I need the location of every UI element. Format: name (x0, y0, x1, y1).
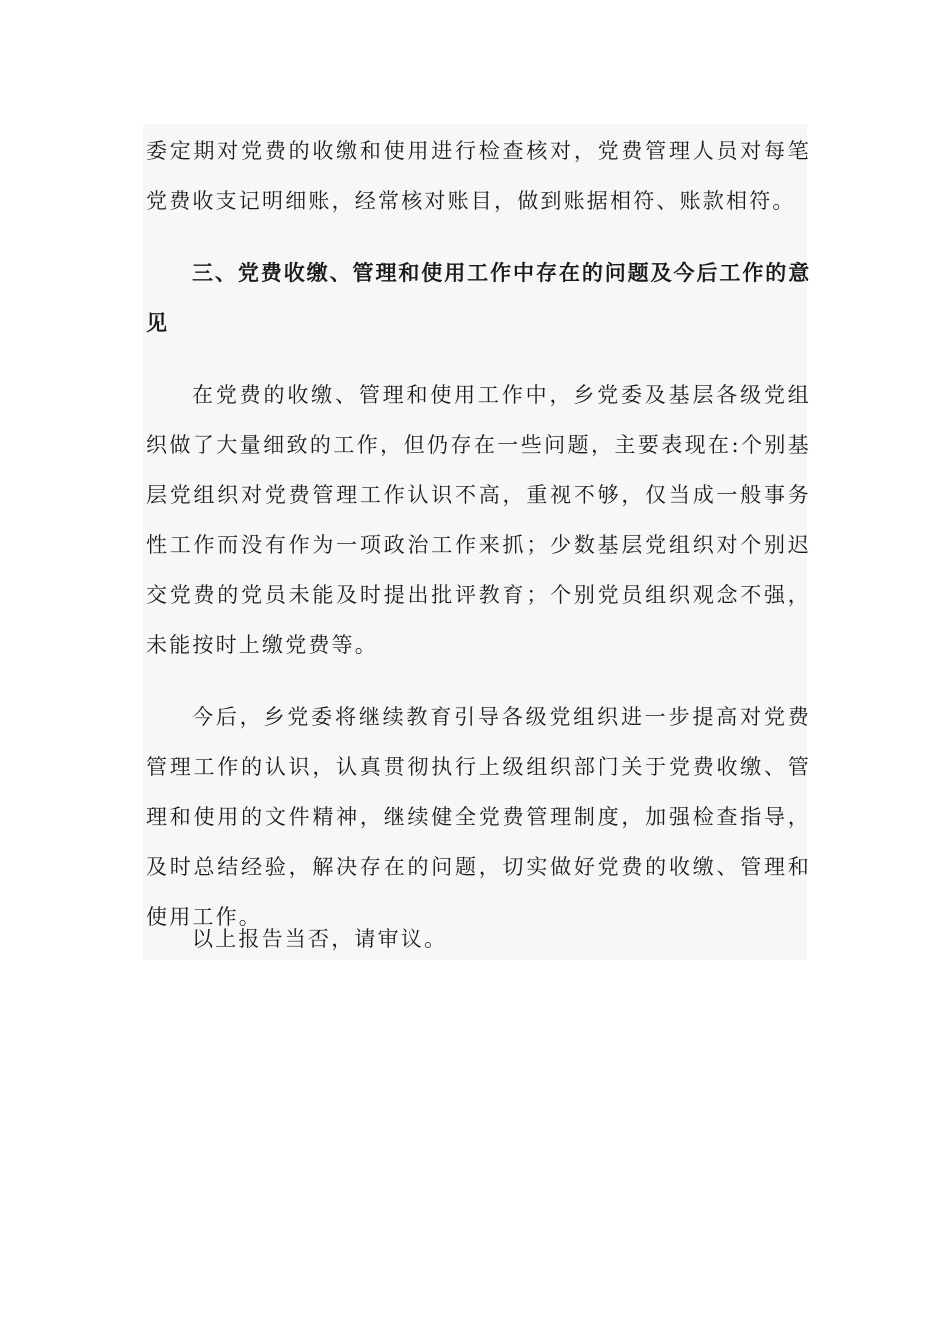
paragraph-problems: 在党费的收缴、管理和使用工作中，乡党委及基层各级党组织做了大量细致的工作，但仍存在一些问题，主要表现在:个别基层党组织对党费管理工作认识不高，重视不够，仅当成一般事务性工作而没有作为一项政治工作来抓；少数基层党组织对个别迟交党费的党员未能及时提出批评教育；个别党员组织观念不强，未能按时上缴党费等。 (146, 383, 811, 657)
section-heading: 三、党费收缴、管理和使用工作中存在的问题及今后工作的意见 (146, 260, 811, 335)
paragraph-continuation: 委定期对党费的收缴和使用进行检查核对，党费管理人员对每笔党费收支记明细账，经常核对账目，做到账据相符、账款相符。 (146, 139, 811, 213)
paragraph-future-work: 今后，乡党委将继续教育引导各级党组织进一步提高对党费管理工作的认识，认真贯彻执行上级组织部门关于党费收缴、管理和使用的文件精神，继续健全党费管理制度，加强检查指导，及时总结经验，解决存在的问题，切实做好党费的收缴、管理和使用工作。 (146, 705, 811, 929)
paragraph-closing: 以上报告当否，请审议。 (192, 927, 448, 951)
